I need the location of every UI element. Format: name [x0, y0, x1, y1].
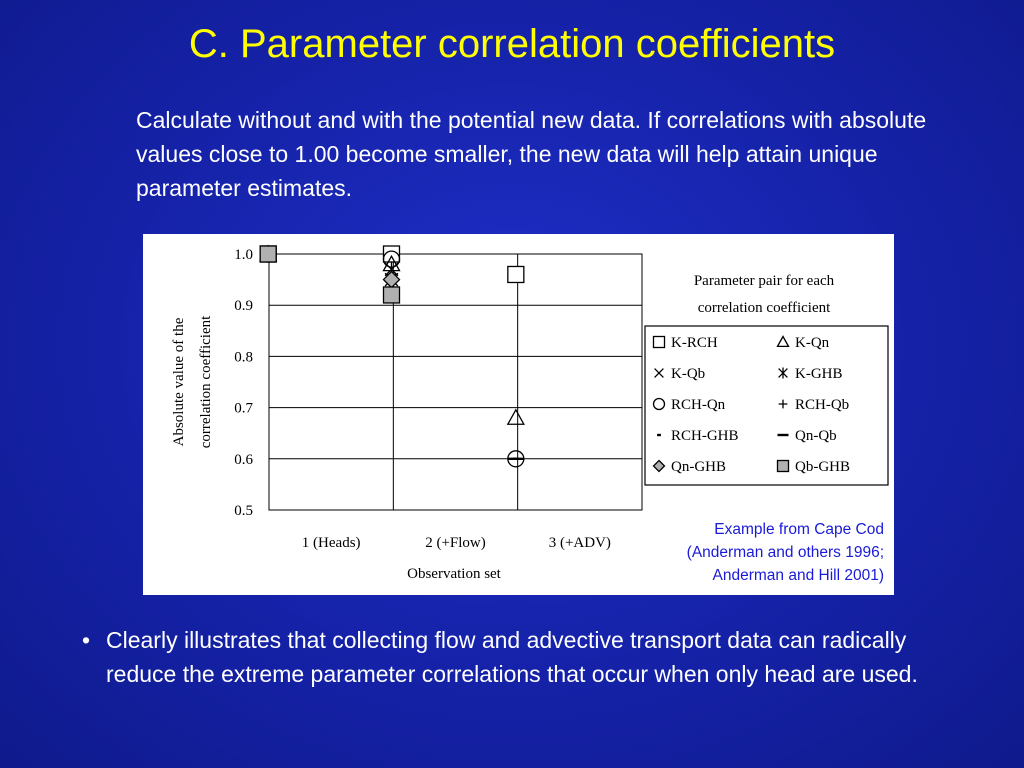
legend-label: Qb-GHB	[795, 459, 850, 475]
data-point-qb-ghb	[260, 246, 276, 262]
x-category-labels	[302, 535, 611, 551]
intro-text: Calculate without and with the potential new data. If correlations with absolute values close to 1.00 become smaller, the new data will help attain unique parameter estimates.	[136, 107, 927, 201]
legend-label: RCH-Qn	[671, 397, 726, 413]
y-tick-label: 0.6	[234, 451, 253, 468]
x-category-label: 3 (+ADV)	[548, 535, 611, 551]
source-note-line3: Anderman and Hill 2001)	[712, 567, 884, 584]
y-tick-label: 1.0	[234, 247, 253, 263]
y-tick-label: 0.9	[234, 298, 253, 315]
y-axis-label-line1: Absolute value of the	[171, 317, 187, 447]
figure-panel	[143, 234, 894, 595]
x-category-label: 1 (Heads)	[301, 535, 361, 551]
plot-frame	[269, 254, 642, 510]
y-tick-labels	[234, 247, 253, 519]
legend-label: K-GHB	[795, 366, 843, 382]
source-note-line2: (Anderman and others 1996;	[686, 544, 884, 561]
legend-marker-qb-ghb	[778, 461, 789, 472]
slide-title: C. Parameter correlation coefficients	[188, 22, 836, 66]
y-axis-label-line2: correlation coefficient	[198, 315, 214, 449]
y-tick-label: 0.8	[234, 349, 253, 366]
legend-label: Qn-Qb	[795, 428, 837, 444]
legend-label: RCH-GHB	[671, 428, 739, 444]
y-tick-label: 0.7	[234, 400, 253, 417]
legend-label: K-RCH	[671, 335, 718, 351]
data-point-qb-ghb	[384, 287, 400, 303]
legend-label: K-Qn	[795, 335, 830, 351]
bullet-marker: •	[82, 627, 91, 653]
y-tick-label: 0.5	[234, 503, 253, 519]
data-point-k-qn	[508, 410, 524, 424]
legend-title-line1: Parameter pair for each	[693, 273, 835, 289]
bullet-text: Clearly illustrates that collecting flow and advective transport data can radically reduce the extreme parameter correlations that occur when only head are used.	[106, 627, 918, 687]
x-category-label: 2 (+Flow)	[425, 535, 486, 551]
legend-label: K-Qb	[671, 366, 706, 382]
legend-title-line2: correlation coefficient	[697, 300, 831, 316]
grid-layer	[269, 254, 642, 510]
source-note-line1: Example from Cape Cod	[714, 521, 884, 538]
legend-label: RCH-Qb	[795, 397, 850, 413]
source-note	[584, 518, 884, 587]
data-point-k-rch	[508, 266, 524, 282]
legend-label: Qn-GHB	[671, 459, 726, 475]
legend-marker-k-rch	[654, 337, 665, 348]
x-axis-label: Observation set	[407, 566, 501, 582]
